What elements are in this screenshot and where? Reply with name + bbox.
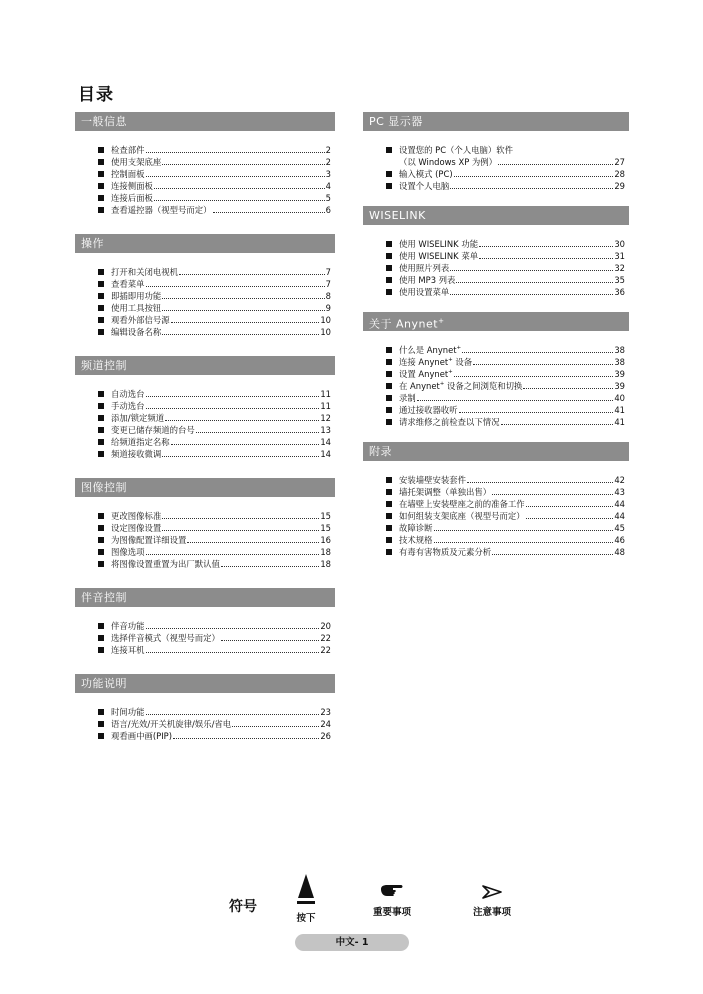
toc-entry-page: 41 bbox=[614, 405, 625, 415]
toc-entry[interactable] bbox=[98, 706, 335, 718]
toc-entry-page: 30 bbox=[614, 239, 625, 249]
toc-entry-page: 46 bbox=[614, 535, 625, 545]
toc-entry-label: 墙托架调整（单独出售） bbox=[399, 487, 492, 497]
toc-entry[interactable] bbox=[98, 546, 335, 558]
dot-leader bbox=[450, 180, 613, 189]
toc-entry-page: 15 bbox=[320, 511, 331, 521]
toc-entry[interactable] bbox=[98, 436, 335, 448]
dot-leader bbox=[171, 314, 320, 323]
toc-entry[interactable] bbox=[98, 144, 335, 156]
section-heading: 伴音控制 bbox=[75, 588, 335, 607]
toc-section bbox=[75, 588, 335, 656]
toc-entry-page: 3 bbox=[325, 169, 331, 179]
dot-leader bbox=[162, 302, 324, 311]
toc-left-column bbox=[75, 112, 335, 742]
dot-leader bbox=[454, 168, 614, 177]
toc-entry-page: 6 bbox=[325, 205, 331, 215]
dot-leader bbox=[162, 522, 319, 531]
toc-entry[interactable] bbox=[98, 534, 335, 546]
toc-entry-page: 27 bbox=[614, 157, 625, 167]
toc-entry[interactable] bbox=[98, 620, 335, 632]
toc-entry-label: 变更已储存频道的台号 bbox=[111, 425, 195, 435]
legend-press bbox=[291, 872, 321, 924]
legend-caution-caption: 注意事项 bbox=[472, 907, 511, 918]
toc-entry[interactable] bbox=[386, 392, 629, 404]
toc-entry-label: 设置 Anynet+ bbox=[399, 369, 453, 379]
toc-entry-page: 7 bbox=[325, 267, 331, 277]
toc-entry[interactable] bbox=[386, 250, 629, 262]
section-heading: 图像控制 bbox=[75, 478, 335, 497]
toc-entry-page: 10 bbox=[320, 315, 331, 325]
legend-caution bbox=[466, 884, 518, 918]
dot-leader bbox=[179, 266, 325, 275]
toc-entry-page: 18 bbox=[320, 547, 331, 557]
toc-entry-label: 使用支架底座 bbox=[111, 157, 162, 167]
toc-entry[interactable] bbox=[98, 156, 335, 168]
toc-entry[interactable] bbox=[98, 424, 335, 436]
toc-entry-label: 使用 WISELINK 菜单 bbox=[399, 251, 479, 261]
dot-leader bbox=[450, 262, 613, 271]
toc-entry[interactable] bbox=[386, 356, 629, 368]
toc-section bbox=[363, 206, 629, 298]
toc-entry[interactable] bbox=[386, 274, 629, 286]
toc-entry[interactable] bbox=[386, 262, 629, 274]
toc-entry[interactable] bbox=[386, 522, 629, 534]
toc-entry-label: 连接耳机 bbox=[111, 645, 145, 655]
toc-entry-label: 即插即用功能 bbox=[111, 291, 162, 301]
toc-entry-page: 43 bbox=[614, 487, 625, 497]
toc-entry-page: 23 bbox=[320, 707, 331, 717]
toc-entry-label: 将图像设置重置为出厂默认值 bbox=[111, 559, 220, 569]
dot-leader bbox=[146, 144, 325, 153]
toc-entry-label: 语言/光效/开关机旋律/娱乐/省电 bbox=[111, 719, 232, 729]
toc-entry-page: 26 bbox=[320, 731, 331, 741]
toc-entry-label: 设定图像设置 bbox=[111, 523, 162, 533]
section-heading: WISELINK bbox=[363, 206, 629, 225]
toc-entry-label: 有毒有害物质及元素分析 bbox=[399, 547, 492, 557]
section-heading: 频道控制 bbox=[75, 356, 335, 375]
dot-leader bbox=[523, 380, 613, 389]
dot-leader bbox=[434, 522, 614, 531]
toc-entry[interactable] bbox=[98, 388, 335, 400]
dot-leader bbox=[434, 534, 614, 543]
toc-entry[interactable] bbox=[386, 168, 629, 180]
section-heading: 附录 bbox=[363, 442, 629, 461]
toc-entry[interactable] bbox=[386, 404, 629, 416]
toc-entry-label: 通过接收器收听 bbox=[399, 405, 458, 415]
toc-entry-page: 42 bbox=[614, 475, 625, 485]
toc-entry[interactable] bbox=[386, 156, 629, 168]
dot-leader bbox=[454, 368, 614, 377]
dot-leader bbox=[146, 620, 320, 629]
toc-entry-page: 11 bbox=[320, 389, 331, 399]
toc-entry[interactable] bbox=[386, 546, 629, 558]
toc-entry-label: 检查部件 bbox=[111, 145, 145, 155]
toc-entry-page: 14 bbox=[320, 449, 331, 459]
dot-leader bbox=[162, 290, 324, 299]
toc-entry-page: 8 bbox=[325, 291, 331, 301]
toc-section bbox=[75, 234, 335, 338]
toc-entry-page: 10 bbox=[320, 327, 331, 337]
dot-leader bbox=[154, 192, 325, 201]
toc-entry-label: 使用设置菜单 bbox=[399, 287, 450, 297]
dot-leader bbox=[221, 558, 319, 567]
toc-section bbox=[363, 442, 629, 558]
toc-entry[interactable] bbox=[386, 498, 629, 510]
toc-entry[interactable] bbox=[98, 522, 335, 534]
toc-entry-label: 使用 MP3 列表 bbox=[399, 275, 456, 285]
toc-entry-page: 5 bbox=[325, 193, 331, 203]
toc-entry-label: 在墙壁上安装壁座之前的准备工作 bbox=[399, 499, 525, 509]
toc-entry-label: 请求维修之前检查以下情况 bbox=[399, 417, 500, 427]
toc-entry-label: 故障诊断 bbox=[399, 523, 433, 533]
toc-entry-label: 设置个人电脑 bbox=[399, 181, 450, 191]
dot-leader bbox=[196, 424, 320, 433]
toc-entry-label: 在 Anynet+ 设备之间浏览和切换 bbox=[399, 381, 523, 391]
toc-entry-page: 39 bbox=[614, 381, 625, 391]
toc-entry[interactable] bbox=[98, 644, 335, 656]
toc-entry-label: 什么是 Anynet+ bbox=[399, 345, 462, 355]
press-triangle-icon bbox=[295, 872, 317, 906]
dot-leader bbox=[526, 498, 614, 507]
dot-leader bbox=[456, 274, 613, 283]
toc-entry-page: 29 bbox=[614, 181, 625, 191]
toc-entry-page: 2 bbox=[325, 157, 331, 167]
toc-entry-label: 控制面板 bbox=[111, 169, 145, 179]
toc-entry-page: 38 bbox=[614, 357, 625, 367]
section-heading: 功能说明 bbox=[75, 674, 335, 693]
toc-entry[interactable] bbox=[98, 510, 335, 522]
toc-entry[interactable] bbox=[98, 448, 335, 460]
dot-leader bbox=[162, 326, 319, 335]
toc-entry-label: 手动选台 bbox=[111, 401, 145, 411]
toc-entry-page: 13 bbox=[320, 425, 331, 435]
dot-leader bbox=[146, 644, 320, 653]
toc-entry-page: 40 bbox=[614, 393, 625, 403]
toc-entry-label: 观看外部信号源 bbox=[111, 315, 170, 325]
toc-entry-page: 14 bbox=[320, 437, 331, 447]
toc-entry-label: 设置您的 PC（个人电脑）软件 bbox=[399, 145, 514, 155]
toc-entry-page: 22 bbox=[320, 633, 331, 643]
dot-leader bbox=[171, 436, 320, 445]
toc-entry-page: 16 bbox=[320, 535, 331, 545]
symbol-label: 符号 bbox=[229, 899, 257, 915]
dot-leader bbox=[187, 534, 319, 543]
toc-entry[interactable] bbox=[386, 238, 629, 250]
dot-leader bbox=[467, 474, 613, 483]
toc-entry[interactable] bbox=[98, 326, 335, 338]
toc-entry-page: 20 bbox=[320, 621, 331, 631]
pointing-hand-icon bbox=[379, 882, 405, 900]
toc-entry[interactable] bbox=[98, 412, 335, 424]
dot-leader bbox=[162, 448, 319, 457]
toc-entry-label: 录制 bbox=[399, 393, 416, 403]
section-heading: 关于 Anynet+ bbox=[363, 312, 629, 331]
toc-entry-label: 连接后面板 bbox=[111, 193, 153, 203]
dot-leader bbox=[417, 392, 614, 401]
toc-entry-page: 48 bbox=[614, 547, 625, 557]
section-heading: 操作 bbox=[75, 234, 335, 253]
toc-entry-label: 使用工具按钮 bbox=[111, 303, 162, 313]
toc-entry-page: 45 bbox=[614, 523, 625, 533]
toc-entry[interactable] bbox=[386, 474, 629, 486]
toc-entry[interactable] bbox=[98, 302, 335, 314]
toc-entry[interactable] bbox=[98, 192, 335, 204]
section-heading: 一般信息 bbox=[75, 112, 335, 131]
toc-entry[interactable] bbox=[98, 204, 335, 216]
legend-important-caption: 重要事项 bbox=[372, 907, 411, 918]
toc-section bbox=[75, 356, 335, 460]
toc-entry-label: 使用 WISELINK 功能 bbox=[399, 239, 479, 249]
dot-leader bbox=[492, 486, 613, 495]
toc-entry[interactable] bbox=[386, 534, 629, 546]
page-title: 目录 bbox=[78, 85, 114, 105]
toc-entry[interactable] bbox=[98, 180, 335, 192]
dot-leader bbox=[146, 706, 320, 715]
toc-entry-label: 观看画中画(PIP) bbox=[111, 731, 172, 741]
toc-entry-page: 15 bbox=[320, 523, 331, 533]
dot-leader bbox=[162, 510, 319, 519]
dot-leader bbox=[459, 404, 614, 413]
section-heading: PC 显示器 bbox=[363, 112, 629, 131]
dot-leader bbox=[146, 388, 320, 397]
toc-entry-label: 如何组装支架底座（视型号而定） bbox=[399, 511, 525, 521]
dot-leader bbox=[492, 546, 613, 555]
toc-entry-label: 打开和关闭电视机 bbox=[111, 267, 178, 277]
toc-entry-page: 2 bbox=[325, 145, 331, 155]
dot-leader bbox=[162, 156, 324, 165]
dot-leader bbox=[501, 416, 614, 425]
toc-entry-label: 查看遥控器（视型号而定） bbox=[111, 205, 212, 215]
dot-leader bbox=[479, 250, 613, 259]
toc-entry[interactable] bbox=[386, 380, 629, 392]
toc-entry-page: 35 bbox=[614, 275, 625, 285]
dot-leader bbox=[146, 278, 325, 287]
dot-leader bbox=[154, 180, 325, 189]
toc-section bbox=[75, 674, 335, 742]
toc-entry-page: 31 bbox=[614, 251, 625, 261]
symbol-legend bbox=[0, 872, 703, 932]
toc-entry-label: 为图像配置详细设置 bbox=[111, 535, 187, 545]
toc-entry[interactable] bbox=[98, 266, 335, 278]
toc-entry[interactable] bbox=[386, 180, 629, 192]
toc-entry-page: 7 bbox=[325, 279, 331, 289]
toc-entry-label: 选择伴音模式（视型号而定） bbox=[111, 633, 220, 643]
dot-leader bbox=[232, 718, 319, 727]
toc-entry[interactable] bbox=[386, 416, 629, 428]
dot-leader bbox=[146, 168, 325, 177]
dot-leader bbox=[146, 400, 320, 409]
dot-leader bbox=[213, 204, 325, 213]
dot-leader bbox=[165, 412, 319, 421]
toc-entry[interactable] bbox=[98, 632, 335, 644]
toc-entry-label: （以 Windows XP 为例） bbox=[399, 157, 498, 167]
toc-entry-label: 编辑设备名称 bbox=[111, 327, 162, 337]
toc-entry[interactable] bbox=[98, 290, 335, 302]
toc-entry[interactable] bbox=[98, 168, 335, 180]
toc-entry-label: 查看菜单 bbox=[111, 279, 145, 289]
dot-leader bbox=[526, 510, 614, 519]
dot-leader bbox=[450, 286, 613, 295]
dot-leader bbox=[146, 546, 320, 555]
toc-entry-label: 连接 Anynet+ 设备 bbox=[399, 357, 473, 367]
toc-entry-page: 41 bbox=[614, 417, 625, 427]
dot-leader bbox=[479, 238, 613, 247]
toc-entry-label: 技术规格 bbox=[399, 535, 433, 545]
toc-entry[interactable] bbox=[386, 286, 629, 298]
toc-entry[interactable] bbox=[386, 144, 629, 156]
toc-entry[interactable] bbox=[98, 558, 335, 570]
toc-entry-page: 18 bbox=[320, 559, 331, 569]
toc-entry[interactable] bbox=[98, 278, 335, 290]
toc-section bbox=[75, 112, 335, 216]
caution-arrow-icon bbox=[481, 884, 503, 900]
toc-entry-page: 24 bbox=[320, 719, 331, 729]
page-number: 中文- 1 bbox=[295, 934, 409, 951]
toc-entry-label: 使用照片列表 bbox=[399, 263, 450, 273]
toc-entry-label: 给频道指定名称 bbox=[111, 437, 170, 447]
toc-entry[interactable] bbox=[386, 344, 629, 356]
toc-entry-page: 9 bbox=[325, 303, 331, 313]
toc-entry-label: 时间功能 bbox=[111, 707, 145, 717]
dot-leader bbox=[462, 344, 613, 353]
toc-entry-label: 更改图像标准 bbox=[111, 511, 162, 521]
toc-entry-label: 自动选台 bbox=[111, 389, 145, 399]
toc-entry-label: 图像选项 bbox=[111, 547, 145, 557]
toc-entry-page: 32 bbox=[614, 263, 625, 273]
legend-press-caption: 按下 bbox=[296, 913, 316, 924]
dot-leader bbox=[473, 356, 613, 365]
toc-entry-page: 44 bbox=[614, 511, 625, 521]
toc-entry-label: 输入模式 (PC) bbox=[399, 169, 453, 179]
toc-entry-label: 频道接收微调 bbox=[111, 449, 162, 459]
toc-entry-label: 连接侧面板 bbox=[111, 181, 153, 191]
toc-entry-page: 36 bbox=[614, 287, 625, 297]
toc-entry-page: 44 bbox=[614, 499, 625, 509]
toc-entry-label: 伴音功能 bbox=[111, 621, 145, 631]
dot-leader bbox=[221, 632, 319, 641]
toc-entry[interactable] bbox=[386, 510, 629, 522]
dot-leader bbox=[173, 730, 319, 739]
toc-entry-label: 安装墙壁安装套件 bbox=[399, 475, 466, 485]
toc-entry-page: 28 bbox=[614, 169, 625, 179]
toc-entry-page: 12 bbox=[320, 413, 331, 423]
legend-important bbox=[366, 882, 418, 918]
toc-entry-page: 22 bbox=[320, 645, 331, 655]
dot-leader bbox=[498, 156, 613, 165]
toc-entry[interactable] bbox=[386, 486, 629, 498]
toc-entry[interactable] bbox=[98, 400, 335, 412]
toc-section bbox=[363, 112, 629, 192]
toc-section bbox=[75, 478, 335, 570]
toc-entry[interactable] bbox=[98, 730, 335, 742]
toc-entry-page: 11 bbox=[320, 401, 331, 411]
toc-section bbox=[363, 312, 629, 428]
toc-entry-page: 4 bbox=[325, 181, 331, 191]
toc-entry[interactable] bbox=[386, 368, 629, 380]
toc-entry[interactable] bbox=[98, 314, 335, 326]
toc-entry-page: 38 bbox=[614, 345, 625, 355]
toc-entry[interactable] bbox=[98, 718, 335, 730]
toc-entry-page: 39 bbox=[614, 369, 625, 379]
toc-right-column bbox=[363, 112, 629, 558]
toc-entry-label: 添加/锁定频道 bbox=[111, 413, 165, 423]
